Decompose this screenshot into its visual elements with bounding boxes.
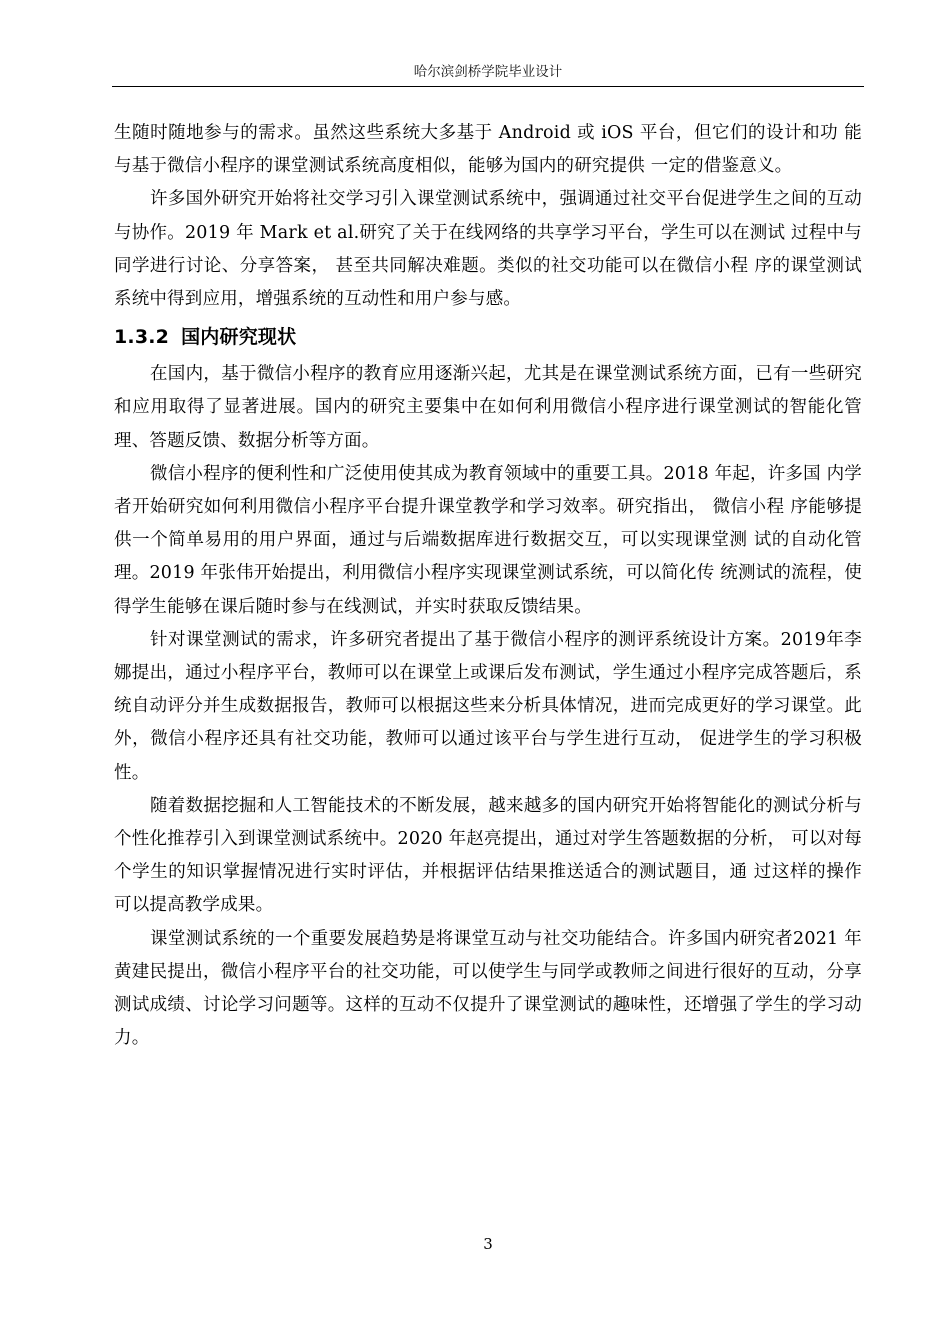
section-heading bbox=[114, 316, 862, 358]
paragraph-continued: 生随时随地参与的需求。虽然这些系统大多基于 Android 或 iOS 平台，但它们的设计和功 能与基于微信小程序的课堂测试系统高度相似，能够为国内的研究提供 一定的借鉴意义。 bbox=[114, 123, 862, 177]
section-title: 国内研究现状 bbox=[181, 326, 297, 349]
header-divider bbox=[112, 86, 864, 87]
paragraph-miniprogram-convenience: 微信小程序的便利性和广泛使用使其成为教育领域中的重要工具。2018 年起，许多国 内学者开始研究如何利用微信小程序平台提升课堂教学和学习效率。研究指出， 微信小程 序能够提供一个简单易用的用户界面，通过与后端数据库进行数据交互，可以实现课堂测 试的自动化管理。2019 年张伟开始提出，利用微信小程序实现课堂测试系统，可以简化传 统测试的流程，使得学生能够在课后随时参与在线测试，并实时获取反馈结果。 bbox=[114, 463, 862, 617]
paragraph-evaluation-design: 针对课堂测试的需求，许多研究者提出了基于微信小程序的测评系统设计方案。2019年李娜提出，通过小程序平台，教师可以在课堂上或课后发布测试，学生通过小程序完成答题后，系统自动评分并生成数据报告，教师可以根据这些来分析具体情况，进而完成更好的学习课堂。此外，微信小程序还具有社交功能，教师可以通过该平台与学生进行互动， 促进学生的学习积极性。 bbox=[114, 629, 862, 783]
body-text bbox=[114, 117, 862, 1055]
section-number: 1.3.2 bbox=[114, 326, 170, 349]
page-number: 3 bbox=[483, 1235, 493, 1253]
paragraph-social-interaction: 课堂测试系统的一个重要发展趋势是将课堂互动与社交功能结合。许多国内研究者2021 年黄建民提出，微信小程序平台的社交功能，可以使学生与同学或教师之间进行很好的互动，分享测试成绩、讨论学习问题等。这样的互动不仅提升了课堂测试的趣味性，还增强了学生的学习动力。 bbox=[114, 928, 862, 1049]
paragraph-foreign-social-learning: 许多国外研究开始将社交学习引入课堂测试系统中，强调通过社交平台促进学生之间的互动与协作。2019 年 Mark et al.研究了关于在线网络的共享学习平台，学生可以在测试 过程中与同学进行讨论、分享答案， 甚至共同解决难题。类似的社交功能可以在微信小程 序的课堂测试系统中得到应用，增强系统的互动性和用户参与感。 bbox=[114, 189, 862, 310]
paragraph-domestic-overview: 在国内，基于微信小程序的教育应用逐渐兴起，尤其是在课堂测试系统方面，已有一些研究和应用取得了显著进展。国内的研究主要集中在如何利用微信小程序进行课堂测试的智能化管理、答题反馈、数据分析等方面。 bbox=[114, 364, 862, 451]
page-header: 哈尔滨剑桥学院毕业设计 bbox=[413, 64, 563, 80]
paragraph-ai-analysis: 随着数据挖掘和人工智能技术的不断发展，越来越多的国内研究开始将智能化的测试分析与个性化推荐引入到课堂测试系统中。2020 年赵亮提出，通过对学生答题数据的分析， 可以对每个学生的知识掌握情况进行实时评估，并根据评估结果推送适合的测试题目，通 过这样的操作可以提高教学成果。 bbox=[114, 795, 862, 916]
